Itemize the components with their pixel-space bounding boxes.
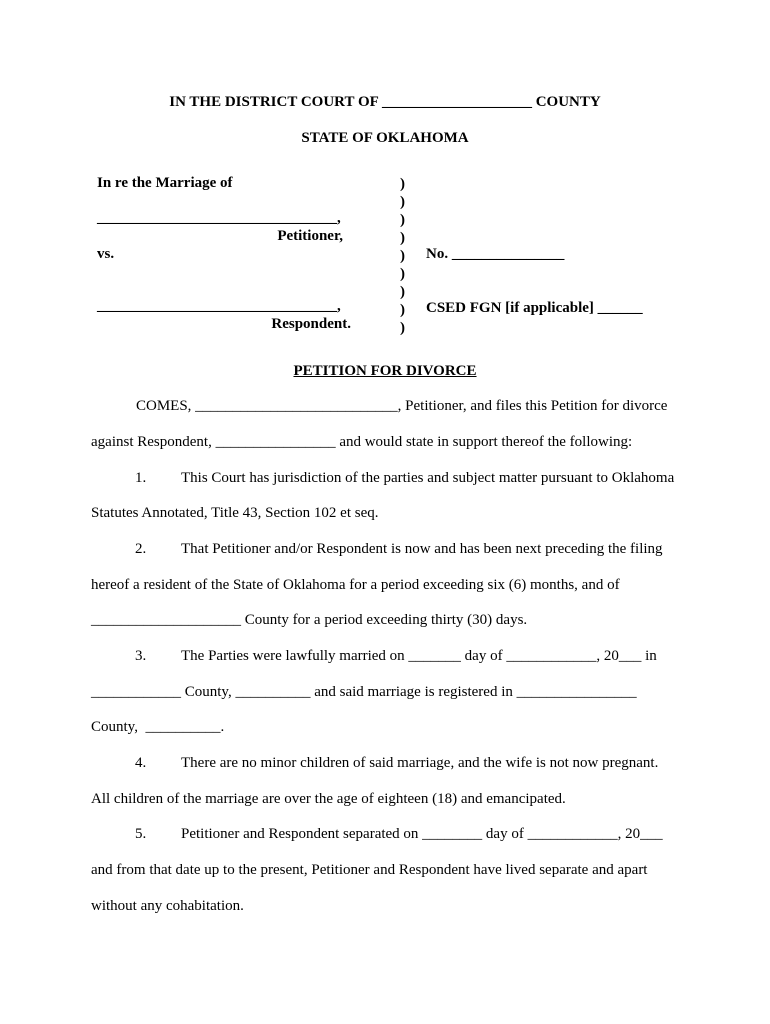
caption-paren: ) [400, 248, 405, 264]
state-heading: STATE OF OKLAHOMA [301, 130, 469, 146]
respondent-label: Respondent. [271, 316, 351, 332]
paragraph-1-line-1: This Court has jurisdiction of the parties and subject matter pursuant to Oklahoma [181, 470, 675, 486]
marriage-of-label: In re the Marriage of [97, 175, 233, 191]
paragraph-1-line-2: Statutes Annotated, Title 43, Section 102 et seq. [91, 505, 379, 521]
paragraph-2-line-2: hereof a resident of the State of Oklahoma for a period exceeding six (6) months, and of [91, 577, 620, 593]
caption-paren: ) [400, 230, 405, 246]
paragraph-5-line-3: without any cohabitation. [91, 898, 244, 914]
paragraph-number-5: 5. [135, 826, 147, 842]
paragraph-3-line-3: County, __________. [91, 719, 225, 735]
paragraph-2-line-1: That Petitioner and/or Respondent is now and has been next preceding the filing [181, 541, 663, 557]
caption-paren: ) [400, 266, 405, 282]
caption-paren: ) [400, 176, 405, 192]
petition-title [0, 363, 770, 380]
paragraph-number-3: 3. [135, 648, 147, 664]
paragraph-4-line-1: There are no minor children of said marriage, and the wife is not now pregnant. [181, 755, 659, 771]
vs-label: vs. [97, 246, 115, 262]
respondent-name-blank: ________________________________, [97, 298, 341, 314]
paragraph-number-4: 4. [135, 755, 147, 771]
paragraph-5-line-1: Petitioner and Respondent separated on ________ day of ____________, 20___ [181, 826, 663, 842]
paragraph-2-line-3: ____________________ County for a period exceeding thirty (30) days. [91, 612, 528, 628]
intro-line-1: COMES, ___________________________, Petitioner, and files this Petition for divorce [136, 398, 668, 414]
paragraph-5-line-2: and from that date up to the present, Petitioner and Respondent have lived separate and apart [91, 862, 648, 878]
court-heading: IN THE DISTRICT COURT OF ____________________ COUNTY [169, 94, 601, 110]
csed-fgn-field: CSED FGN [if applicable] ______ [426, 300, 643, 316]
caption-paren: ) [400, 302, 405, 318]
caption-paren: ) [400, 320, 405, 336]
case-number-field: No. _______________ [426, 246, 565, 262]
paragraph-4-line-2: All children of the marriage are over the age of eighteen (18) and emancipated. [91, 791, 566, 807]
paragraph-3-line-2: ____________ County, __________ and said marriage is registered in ________________ [91, 684, 637, 700]
paragraph-number-1: 1. [135, 470, 147, 486]
petition-title-text: PETITION FOR DIVORCE [293, 363, 477, 379]
petitioner-name-blank: ________________________________, [97, 210, 341, 226]
caption-paren: ) [400, 284, 405, 300]
paragraph-3-line-1: The Parties were lawfully married on _______ day of ____________, 20___ in [181, 648, 657, 664]
caption-paren: ) [400, 212, 405, 228]
intro-line-2: against Respondent, ________________ and would state in support thereof the following: [91, 434, 633, 450]
paragraph-number-2: 2. [135, 541, 147, 557]
petitioner-label: Petitioner, [277, 228, 343, 244]
caption-paren: ) [400, 194, 405, 210]
